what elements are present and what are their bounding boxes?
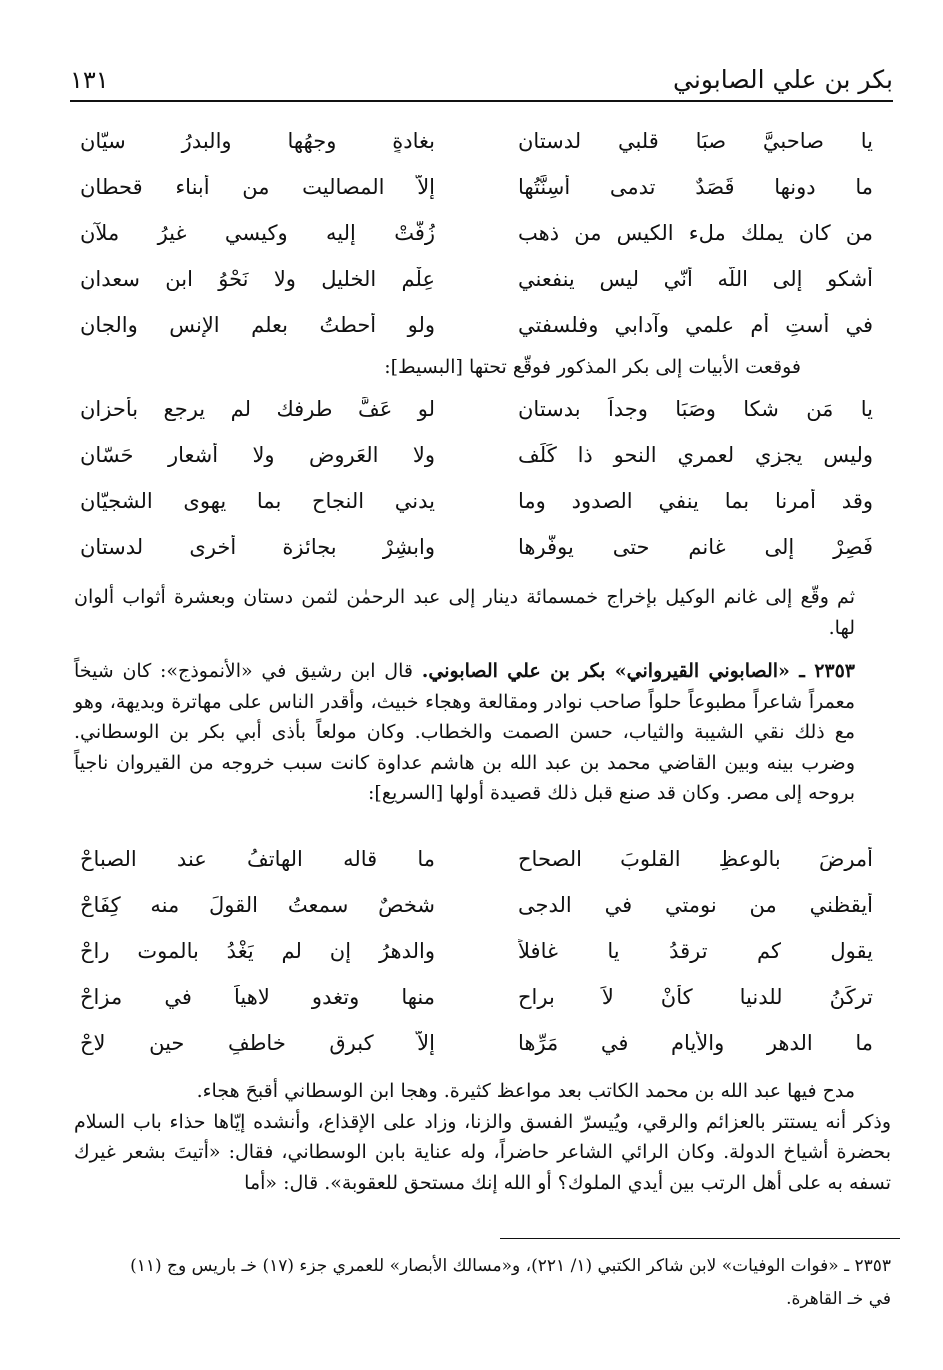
- hemistich-first: في أستِ أم علمي وآدابي وفلسفتي: [518, 313, 873, 337]
- hemistich-second: يدني النجاح بما يهوى الشجيّان: [80, 489, 435, 513]
- hemistich-second: إلاّ المصاليت من أبناء قحطانِ: [80, 175, 435, 199]
- hemistich-second: وابشِرْ بجائزة أخرى لدستان: [80, 535, 435, 559]
- hemistich-first: يقول كم ترقدُ يا غافلاً: [518, 939, 873, 963]
- verse-line: [80, 524, 873, 570]
- hemistich-second: ما قاله الهاتفُ عند الصباحْ: [80, 847, 435, 871]
- verse-line: [80, 118, 873, 164]
- poem-1: [80, 118, 873, 348]
- paragraph-1: ثم وقّع إلى غانم الوكيل بإخراج خمسمائة دينار إلى عبد الرحمٰن لثمن دستان وبعشرة أثواب ألوان لها.: [74, 586, 855, 639]
- poem-2: [80, 386, 873, 570]
- hemistich-second: عِلْم الخليل ولا نَحْوُ ابن سعدانِ: [80, 267, 435, 291]
- verse-line: [80, 928, 873, 974]
- verse-line: [80, 256, 873, 302]
- hemistich-second: لو عَفَّ طرفك لم يرجع بأحزانِ: [80, 397, 435, 421]
- hemistich-first: تركَنُ للدنيا كأنْ لاَ براح: [518, 985, 873, 1009]
- hemistich-first: أمرضَ بالوعظِ القلوبَ الصحاح: [518, 847, 873, 871]
- paragraph-3: وذكر أنه يستتر بالعزائم والرقي، ويُيسرّ الفسق والزنا، وزاد على الإقذاع، وأنشده إيّاها حذاء باب السلام بحضرة أشياخ الدولة. وكان الرائي الشاعر حاضراً، وله عناية بابن الوسطاني، فقال: «أتيتَ بشعر غيرك تسفه به على أهل الرتب بين أيدي الملوك؟ أو الله إنك مستحق للعقوبة». قال: «أما: [74, 1110, 891, 1194]
- page-number: ١٣١: [70, 66, 109, 94]
- verse-line: [80, 882, 873, 928]
- verse-line: [80, 836, 873, 882]
- footnote-line-1: ٢٣٥٣ ـ «فوات الوفيات» لابن شاكر الكتبي (١/ ٢٢١)، و«مسالك الأبصار» للعمري جزء (١٧) خـ باريس وج (١١): [130, 1256, 891, 1276]
- verse-line: [80, 1020, 873, 1066]
- running-header: [70, 58, 893, 102]
- entry-heading: ٢٣٥٣ ـ «الصابوني القيرواني» بكر بن علي الصابوني.: [421, 660, 856, 682]
- hemistich-first: يا مَن شكا وصَبَا وجداً بدستان: [518, 397, 873, 421]
- entry-2353: [74, 656, 891, 809]
- entry-body: قال ابن رشيق في «الأنموذج»: كان شيخاً معمراً شاعراً مطبوعاً حلواً صاحب نوادر ومقالعة وهجاء خبيث، وأقدر الناس على مهاترة وبديهة، وهو مع ذلك نقي الشيبة والثياب، حسن الصمت والخطاب. وكان مولعاً بأذى أبي بكر بن الوسطاني. وضرب بينه وبين القاضي محمد بن عبد الله بن هاشم عداوة كانت سبب خروجه من القيروان ناجياً بروحه إلى مصر. وكان قد صنع قبل ذلك قصيدة أولها [السريع]:: [74, 660, 855, 804]
- bridge-text-1: فوقعت الأبيات إلى بكر المذكور فوقّع تحتها [البسيط]:: [384, 356, 801, 378]
- hemistich-second: شخصٌ سمعتُ القولَ منه كِفَاحْ: [80, 893, 435, 917]
- verse-line: [80, 478, 873, 524]
- page-title: بكر بن علي الصابوني: [673, 65, 893, 94]
- hemistich-second: إلاّ كبرقٍ خاطفٍ حين لاحْ: [80, 1031, 435, 1055]
- hemistich-second: منها وتغدو لاهياً في مزاحْ: [80, 985, 435, 1009]
- verse-line: [80, 974, 873, 1020]
- hemistich-first: وقد أَمرنا بما ينفي الصدود وما: [518, 489, 873, 513]
- verse-line: [80, 386, 873, 432]
- hemistich-first: أشكو إلى اللّه أنّي ليس ينفعني: [518, 267, 873, 291]
- hemistich-second: ولو أحطتُ بعلم الإنس والجانِ: [80, 313, 435, 337]
- hemistich-second: زُفَّتْ إليه وكيسي غيرُ ملآنِ: [80, 221, 435, 245]
- hemistich-first: فَصِرْ إلى غانم حتى يوفّرها: [518, 535, 873, 559]
- verse-line: [80, 432, 873, 478]
- hemistich-first: من كان يملك ملء الكيس من ذهب: [518, 221, 873, 245]
- hemistich-first: أيقظني من نومتي في الدجى: [518, 893, 873, 917]
- footnote-line-2: في خـ القاهرة.: [786, 1289, 891, 1309]
- poem-3: [80, 836, 873, 1066]
- hemistich-first: ما الدهر والأيام في مَرِّها: [518, 1031, 873, 1055]
- hemistich-first: وليس يجزي لعمري النحو ذا كَلَف: [518, 443, 873, 467]
- verse-line: [80, 302, 873, 348]
- verse-line: [80, 164, 873, 210]
- verse-line: [80, 210, 873, 256]
- hemistich-first: يا صاحبيَّ صبَا قلبي لدستانِ: [518, 129, 873, 153]
- paragraph-2: مدح فيها عبد الله بن محمد الكاتب بعد مواعظ كثيرة. وهجا ابن الوسطاني أقبحَ هجاء. وذكر أنه يستتر بالعزائم والرقي، ويُيسرّ الفسق والزنا، وزاد على الإقذاع، وأنشده إيّاها حذاء باب السلام بحضرة أشياخ الدولة. وكان الرائي الشاعر حاضراً، وله عناية بابن الوسطاني، فقال: «أتيتَ بشعر غيرك تسفه به على أهل الرتب بين أيدي الملوك؟ أو الله إنك مستحق للعقوبة». قال: «أما: [74, 1076, 891, 1198]
- hemistich-second: بغادةٍ وجهُها والبدرُ سيّانِ: [80, 129, 435, 153]
- hemistich-first: ما دونها قَصَدٌ تدمى أسِنَّتُها: [518, 175, 873, 199]
- hemistich-second: ولا العَروض ولا أشعار حَسّان: [80, 443, 435, 467]
- hemistich-second: والدهرُ إن لم يَغْدُ بالموت راحْ: [80, 939, 435, 963]
- footnote-divider: [500, 1238, 900, 1239]
- footnote: [74, 1250, 891, 1316]
